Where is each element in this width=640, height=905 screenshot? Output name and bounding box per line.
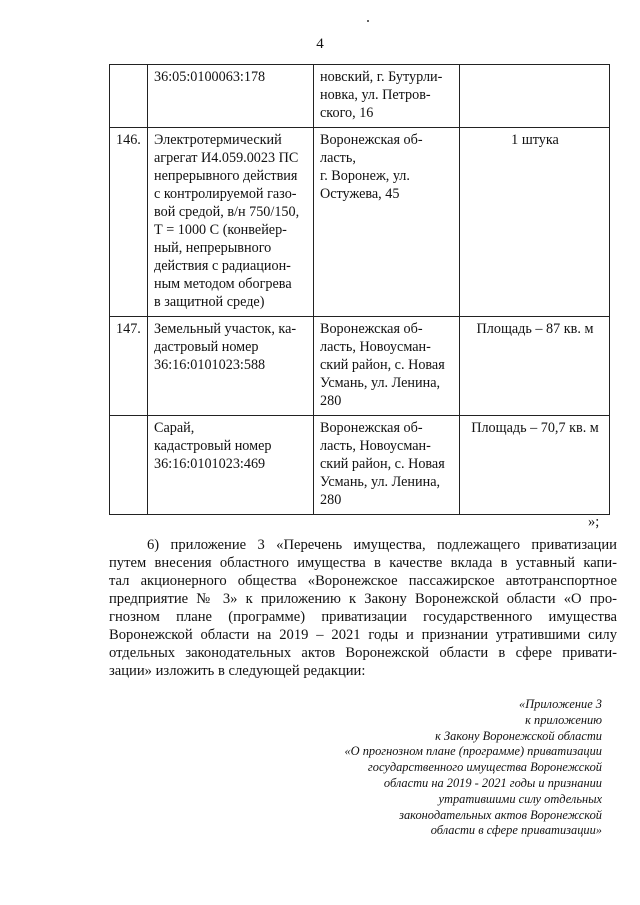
property-quantity xyxy=(460,65,610,128)
paragraph-line: зации» изложить в следующей редакции: xyxy=(109,663,366,679)
table-row xyxy=(110,416,610,515)
closing-quote: »; xyxy=(588,514,600,530)
property-name-line: Земельный участок, ка- xyxy=(154,321,297,337)
annex-line: к приложению xyxy=(525,712,602,727)
amendment-paragraph xyxy=(109,536,617,680)
property-name-line: Электротермический xyxy=(154,132,282,148)
property-name-line: агрегат И4.059.0023 ПС xyxy=(154,150,299,166)
property-address-line: ласть, Новоусман- xyxy=(320,339,431,355)
property-address-line: Усмань, ул. Ленина, xyxy=(320,375,441,391)
property-name-line: 36:16:0101023:469 xyxy=(154,456,266,472)
annex-line: «О прогнозном плане (программе) приватизации xyxy=(344,744,602,759)
table-row xyxy=(110,128,610,317)
property-name-line: Т = 1000 С (конвейер- xyxy=(154,222,287,238)
table-row xyxy=(110,65,610,128)
annex-line: законодательных актов Воронежской xyxy=(399,807,602,822)
property-name-line: 36:05:0100063:178 xyxy=(154,69,266,85)
property-quantity xyxy=(460,317,610,416)
property-address xyxy=(314,317,460,416)
paragraph-line: Воронежской области на 2019 – 2021 годы и признании утратившими силу xyxy=(109,627,617,643)
property-address-line: Воронежская об- xyxy=(320,420,423,436)
property-name-line: действия с радиацион- xyxy=(154,258,291,274)
property-address xyxy=(314,128,460,317)
property-quantity-line: 1 штука xyxy=(511,132,559,148)
property-name-line: в защитной среде) xyxy=(154,294,265,310)
property-name xyxy=(148,416,314,515)
property-address-line: Воронежская об- xyxy=(320,321,423,337)
property-quantity xyxy=(460,416,610,515)
property-name-line: Сарай, xyxy=(154,420,195,436)
property-name xyxy=(148,128,314,317)
property-name-line: вой средой, в/н 750/150, xyxy=(154,204,300,220)
annex-line: к Закону Воронежской области xyxy=(435,728,602,743)
property-quantity xyxy=(460,128,610,317)
annex-line: государственного имущества Воронежской xyxy=(367,760,602,775)
property-quantity-line: Площадь – 70,7 кв. м xyxy=(471,420,599,436)
paragraph-line: 6) приложение 3 «Перечень имущества, подлежащего приватизации xyxy=(147,537,617,553)
property-address xyxy=(314,65,460,128)
scan-speck xyxy=(367,20,369,22)
property-address-line: новка, ул. Петров- xyxy=(320,87,431,103)
row-number: 147. xyxy=(110,317,148,416)
property-address-line: Остужева, 45 xyxy=(320,186,400,202)
annex-line: утратившими силу отдельных xyxy=(438,791,602,806)
property-address-line: ласть, xyxy=(320,150,356,166)
property-address-line: г. Воронеж, ул. xyxy=(320,168,410,184)
table-row xyxy=(110,317,610,416)
paragraph-line: гнозном плане (программе) приватизации государственного имущества xyxy=(109,609,617,625)
property-name-line: ный, непрерывного xyxy=(154,240,272,256)
paragraph-line: предприятие № 3» к приложению к Закону Воронежской области «О про- xyxy=(109,591,617,607)
annex-line: области на 2019 - 2021 годы и признании xyxy=(383,775,602,790)
property-address-line: 280 xyxy=(320,492,342,508)
property-address-line: ского, 16 xyxy=(320,105,374,121)
annex-line: области в сфере приватизации» xyxy=(430,823,602,838)
property-name xyxy=(148,317,314,416)
page-number: 4 xyxy=(316,36,324,52)
property-name-line: с контролируемой газо- xyxy=(154,186,297,202)
property-name-line: ным методом обогрева xyxy=(154,276,292,292)
property-address-line: ский район, с. Новая xyxy=(320,357,445,373)
property-quantity-line: Площадь – 87 кв. м xyxy=(476,321,594,337)
property-address-line: 280 xyxy=(320,393,342,409)
property-address-line: новский, г. Бутурли- xyxy=(320,69,443,85)
property-name xyxy=(148,65,314,128)
property-name-line: кадастровый номер xyxy=(154,438,272,454)
paragraph-line: тал акционерного общества «Воронежское пассажирское автотранспортное xyxy=(109,573,617,589)
property-table xyxy=(109,64,610,515)
row-number xyxy=(110,416,148,515)
property-table-body xyxy=(110,65,610,515)
property-address-line: ский район, с. Новая xyxy=(320,456,445,472)
property-name-line: 36:16:0101023:588 xyxy=(154,357,266,373)
row-number: 146. xyxy=(110,128,148,317)
property-address-line: Усмань, ул. Ленина, xyxy=(320,474,441,490)
property-address xyxy=(314,416,460,515)
row-number xyxy=(110,65,148,128)
property-name-line: непрерывного действия xyxy=(154,168,298,184)
property-address-line: ласть, Новоусман- xyxy=(320,438,431,454)
annex-line: «Приложение 3 xyxy=(519,697,602,711)
annex-heading xyxy=(290,697,602,839)
paragraph-line: путем внесения областного имущества в качестве вклада в уставный капи- xyxy=(109,555,617,571)
paragraph-line: отдельных законодательных актов Воронежской области в сфере привати- xyxy=(109,645,617,661)
property-address-line: Воронежская об- xyxy=(320,132,423,148)
property-name-line: дастровый номер xyxy=(154,339,259,355)
